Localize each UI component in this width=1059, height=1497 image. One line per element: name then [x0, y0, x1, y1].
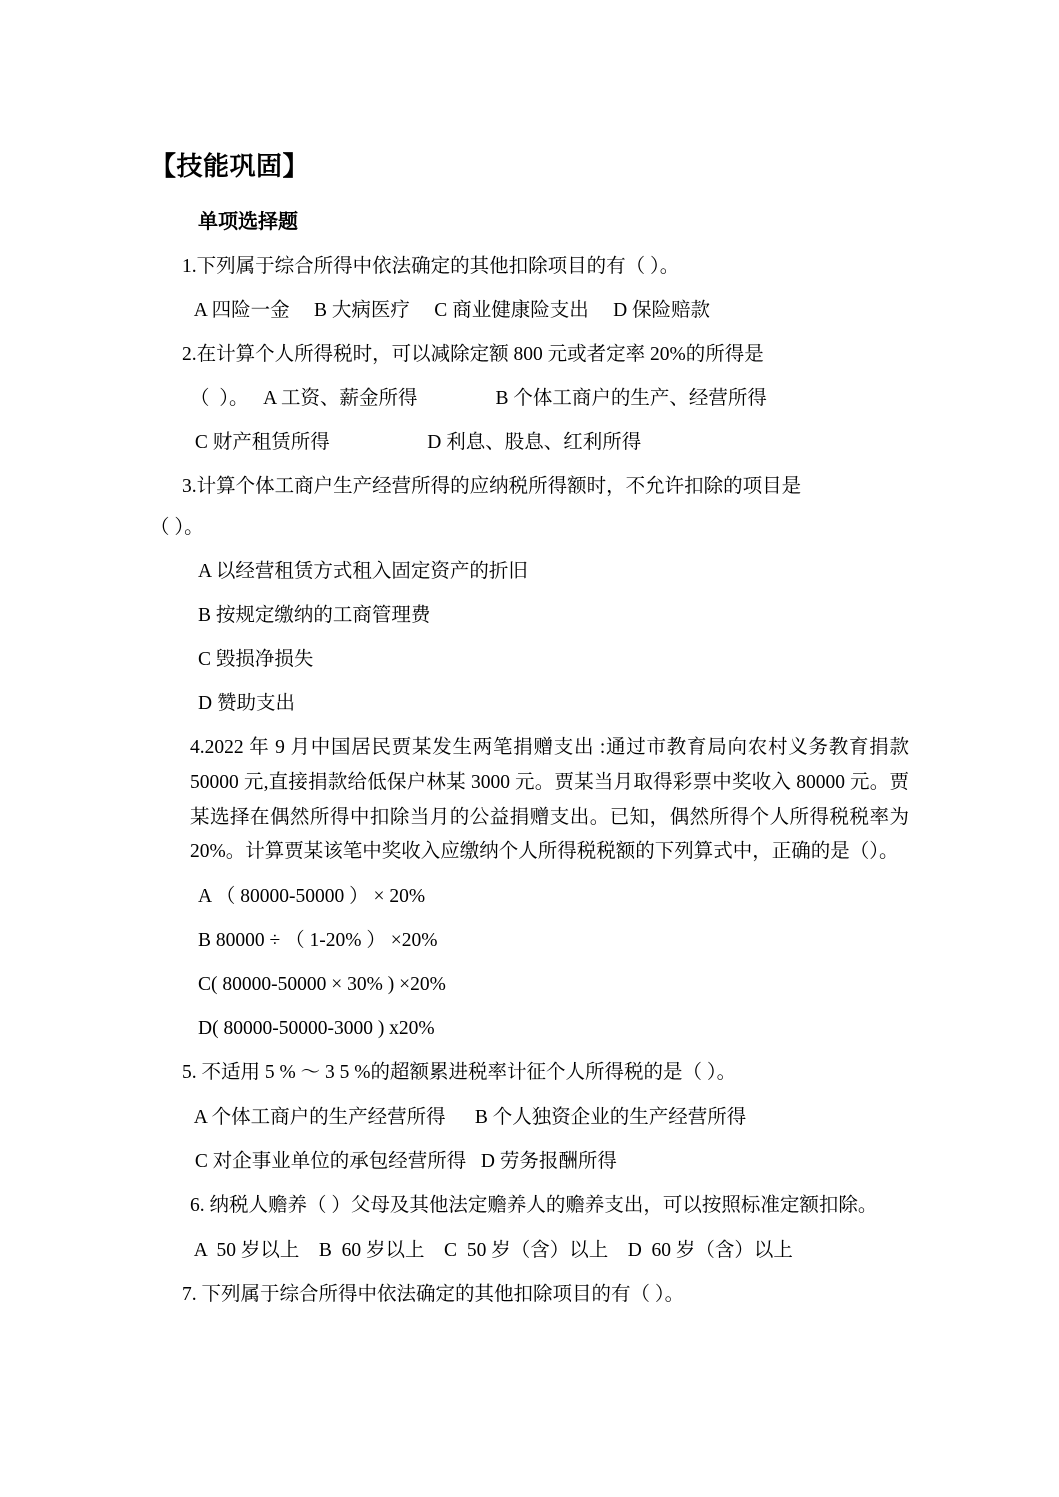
- question-2-options-line-1: （ ）。 A 工资、薪金所得 B 个体工商户的生产、经营所得: [190, 388, 767, 410]
- question-4-option-b: B 80000 ÷ （ 1-20% ） ×20%: [198, 930, 438, 952]
- question-4-option-a: A （ 80000-50000 ） × 20%: [198, 885, 426, 907]
- subtitle: 单项选择题: [198, 210, 298, 233]
- question-1-stem: 1.下列属于综合所得中依法确定的其他扣除项目的有（ ）。: [182, 255, 680, 277]
- question-3-option-b: B 按规定缴纳的工商管理费: [198, 604, 431, 626]
- question-6-options: A 50 岁以上 B 60 岁以上 C 50 岁（含）以上 D 60 岁（含）以上: [190, 1239, 793, 1261]
- question-4-option-d: D( 80000-50000-3000 ) x20%: [198, 1018, 435, 1040]
- section-heading: 【技能巩固】: [150, 151, 310, 181]
- question-4-option-c: C( 80000-50000 × 30% ) ×20%: [198, 974, 446, 996]
- question-3-stem: 3.计算个体工商户生产经营所得的应纳税所得额时，不允许扣除的项目是: [182, 476, 802, 498]
- question-5-options-line-1: A 个体工商户的生产经营所得 B 个人独资企业的生产经营所得: [190, 1106, 747, 1128]
- question-2-options-line-2: C 财产租赁所得 D 利息、股息、红利所得: [190, 432, 642, 454]
- question-5-stem: 5. 不适用 5 % ～ 3 5 %的超额累进税率计征个人所得税的是（ ）。: [182, 1062, 737, 1084]
- question-4-stem: 4.2022 年 9 月中国居民贾某发生两笔捐赠支出 :通过市教育局向农村义务教育捐款 50000 元,直接捐款给低保户林某 3000 元。贾某当月取得彩票中奖收入 80000 元。贾某选择在偶然所得中扣除当月的公益捐赠支出。已知，偶然所得个人所得税税率为 20%。计算贾某该笔中奖收入应缴纳个人所得税税额的下列算式中，正确的是（）。: [190, 737, 909, 863]
- question-2-stem: 2.在计算个人所得税时，可以减除定额 800 元或者定率 20%的所得是: [182, 344, 764, 366]
- question-3-stem-continued: （ ）。: [150, 516, 204, 538]
- question-7-stem: 7. 下列属于综合所得中依法确定的其他扣除项目的有（ ）。: [182, 1283, 685, 1305]
- question-5-options-line-2: C 对企事业单位的承包经营所得 D 劳务报酬所得: [190, 1150, 617, 1172]
- question-6-stem: 6. 纳税人赡养（ ）父母及其他法定赡养人的赡养支出，可以按照标准定额扣除。: [190, 1194, 878, 1216]
- question-3-option-a: A 以经营租赁方式租入固定资产的折旧: [198, 560, 528, 582]
- question-1-options: A 四险一金 B 大病医疗 C 商业健康险支出 D 保险赔款: [190, 299, 711, 321]
- question-3-option-d: D 赞助支出: [198, 693, 295, 715]
- question-3-option-c: C 毁损净损失: [198, 648, 314, 670]
